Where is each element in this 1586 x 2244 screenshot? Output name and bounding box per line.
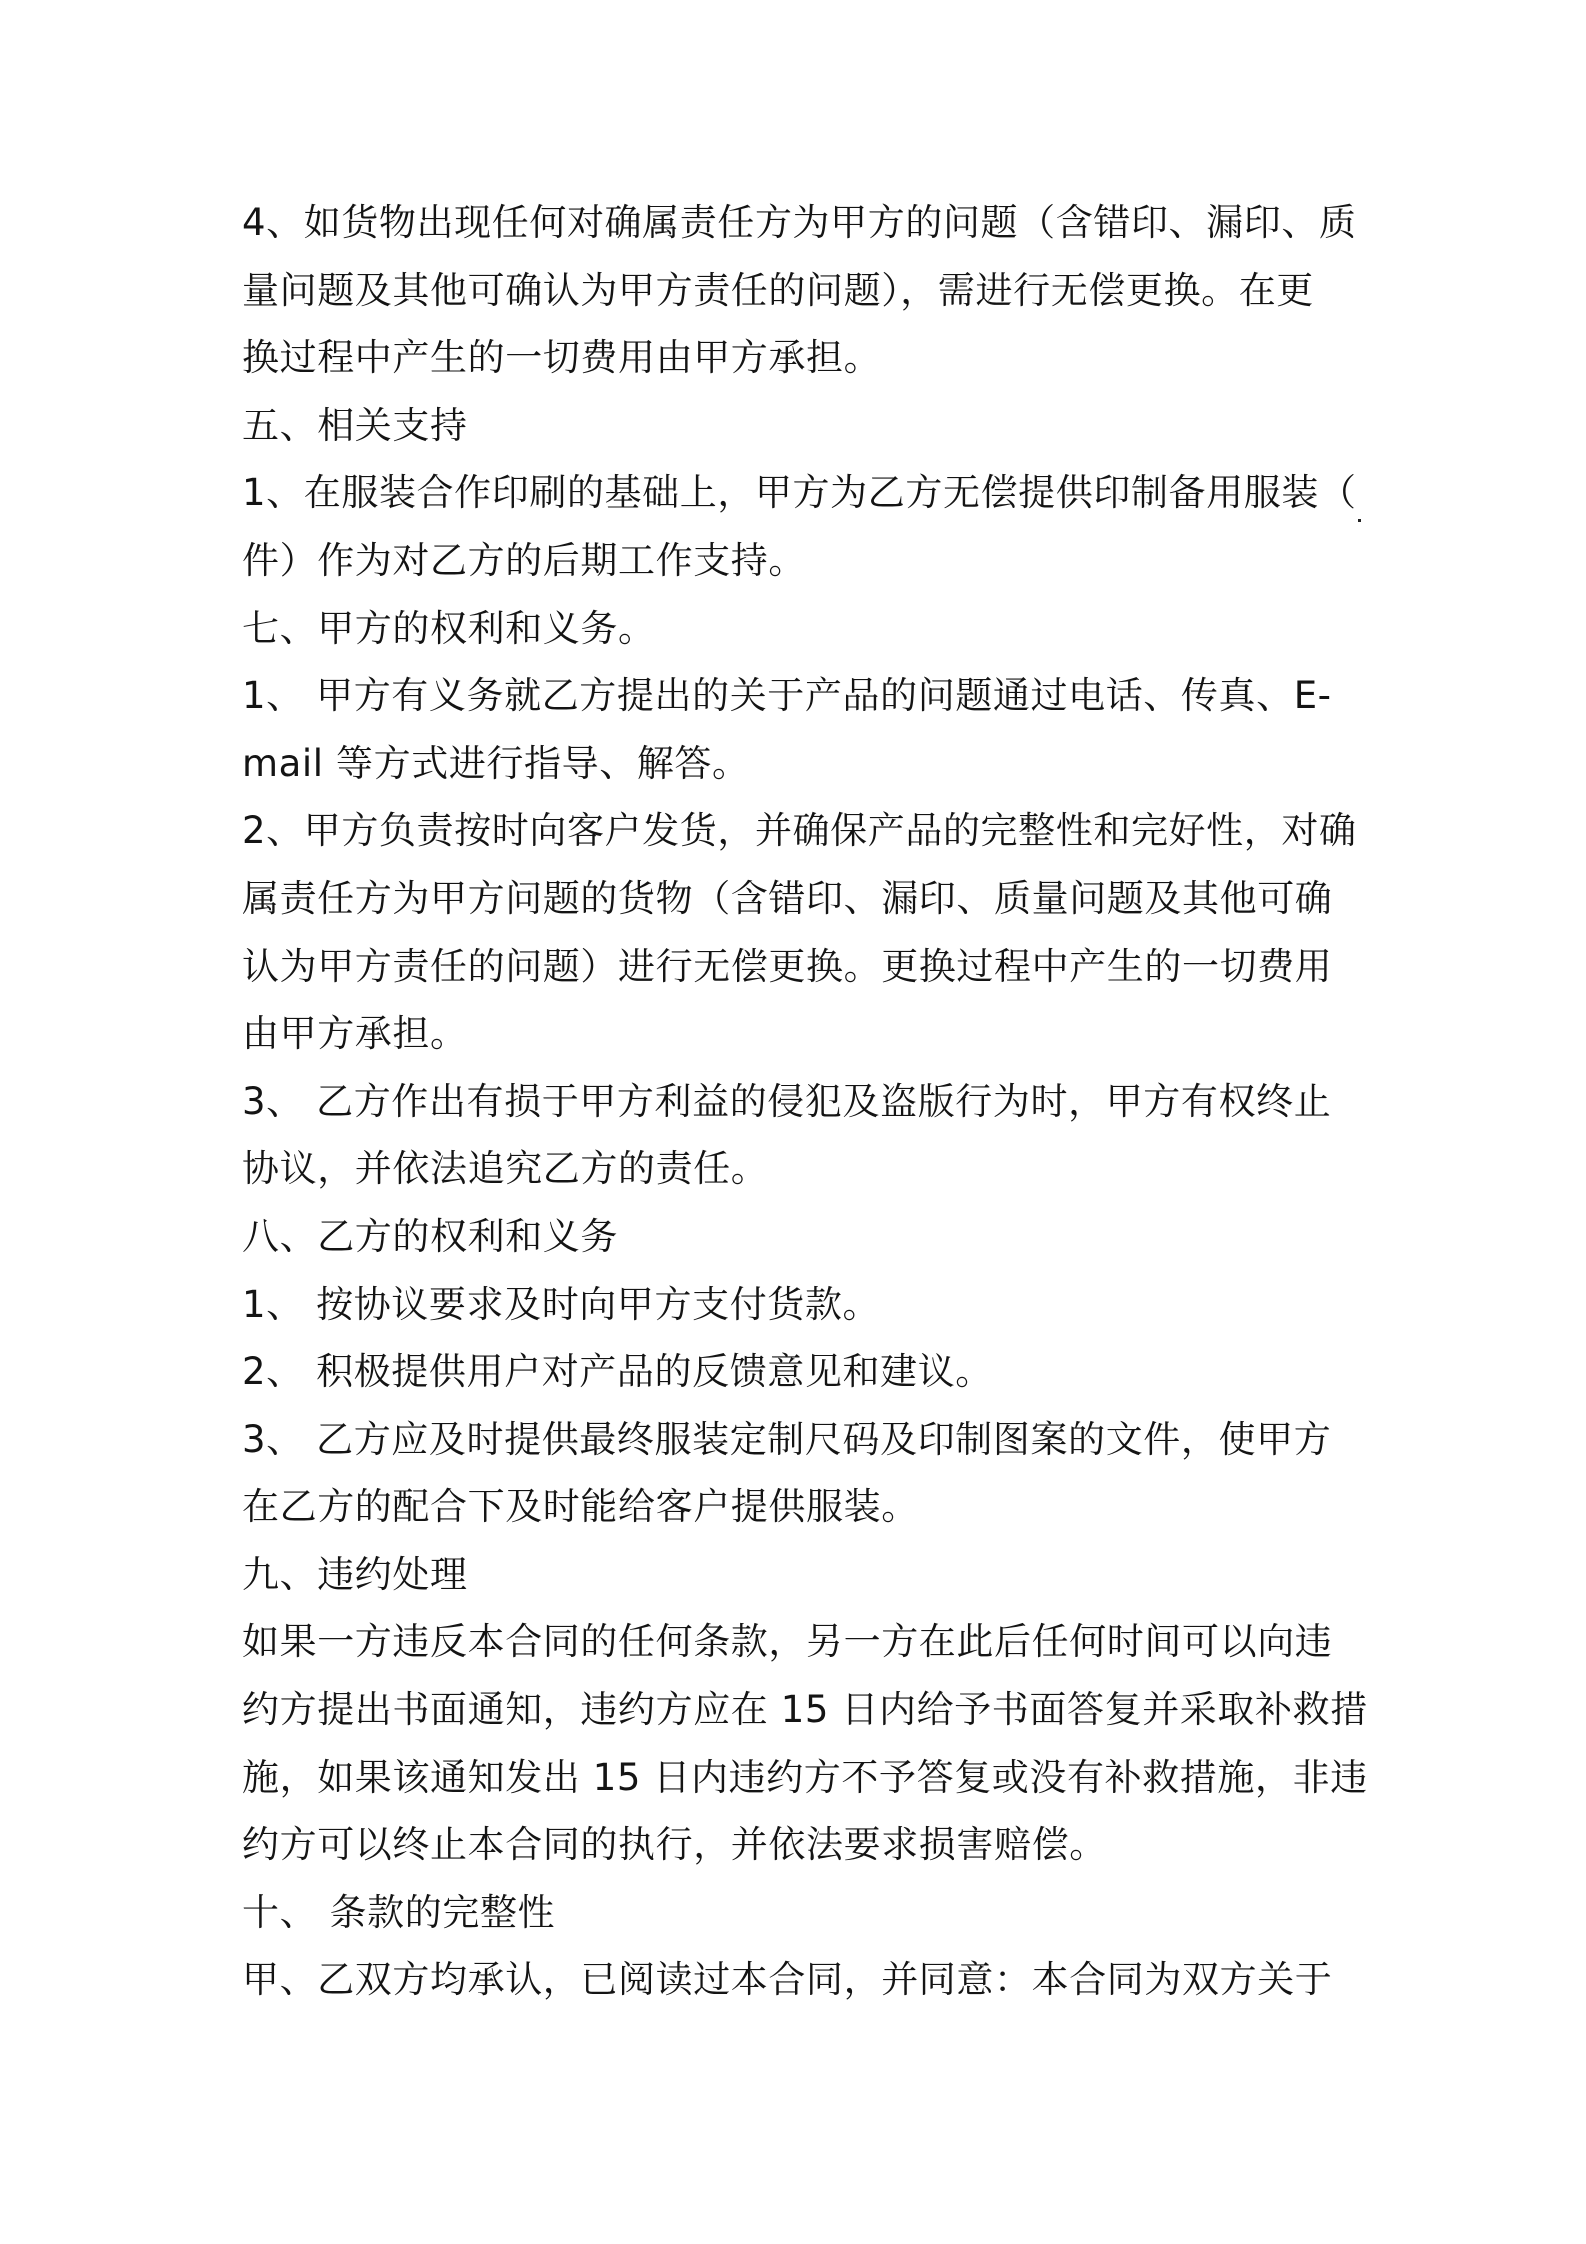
section-heading: 九、违约处理 [242, 1552, 468, 1596]
text-line: 件）作为对乙方的后期工作支持。 [242, 538, 806, 582]
text-line: 协议，并依法追究乙方的责任。 [242, 1147, 769, 1191]
text-line: 认为甲方责任的问题）进行无偿更换。更换过程中产生的一切费用 [242, 944, 1333, 988]
text-line: 属责任方为甲方问题的货物（含错印、漏印、质量问题及其他可确 [242, 876, 1333, 920]
stray-dot [1358, 519, 1361, 522]
contract-text [242, 189, 1368, 2014]
text-line: 1、 甲方有义务就乙方提出的关于产品的问题通过电话、传真、E- [242, 674, 1332, 718]
text-line: 如果一方违反本合同的任何条款，另一方在此后任何时间可以向违 [242, 1620, 1333, 1664]
section-heading: 十、 条款的完整性 [242, 1890, 556, 1934]
text-line: 2、甲方负责按时向客户发货，并确保产品的完整性和完好性，对确 [242, 809, 1357, 853]
text-line: 甲、乙双方均承认，已阅读过本合同，并同意：本合同为双方关于 [242, 1958, 1333, 2002]
text-line: 约方可以终止本合同的执行，并依法要求损害赔偿。 [242, 1823, 1107, 1867]
text-line: 约方提出书面通知，违约方应在 15 日内给予书面答复并采取补救措 [242, 1688, 1368, 1732]
text-line: 2、 积极提供用户对产品的反馈意见和建议。 [242, 1350, 993, 1394]
text-line: 在乙方的配合下及时能给客户提供服装。 [242, 1485, 919, 1529]
text-line: 3、 乙方作出有损于甲方利益的侵犯及盗版行为时，甲方有权终止 [242, 1079, 1332, 1123]
text-line: 由甲方承担。 [242, 1012, 468, 1056]
section-heading: 七、甲方的权利和义务。 [242, 606, 656, 650]
text-line: 施，如果该通知发出 15 日内违约方不予答复或没有补救措施，非违 [242, 1755, 1368, 1799]
text-line: mail 等方式进行指导、解答。 [242, 741, 750, 785]
text-line: 3、 乙方应及时提供最终服装定制尺码及印制图案的文件，使甲方 [242, 1417, 1332, 1461]
text-line: 4、如货物出现任何对确属责任方为甲方的问题（含错印、漏印、质 [242, 201, 1357, 244]
section-heading: 五、相关支持 [242, 403, 468, 447]
text-line: 1、在服装合作印刷的基础上，甲方为乙方无偿提供印制备用服装（ [242, 471, 1357, 515]
text-line: 1、 按协议要求及时向甲方支付货款。 [242, 1282, 881, 1326]
text-line: 换过程中产生的一切费用由甲方承担。 [242, 336, 882, 380]
section-heading: 八、乙方的权利和义务 [242, 1214, 618, 1258]
text-line: 量问题及其他可确认为甲方责任的问题），需进行无偿更换。在更 [242, 268, 1314, 312]
